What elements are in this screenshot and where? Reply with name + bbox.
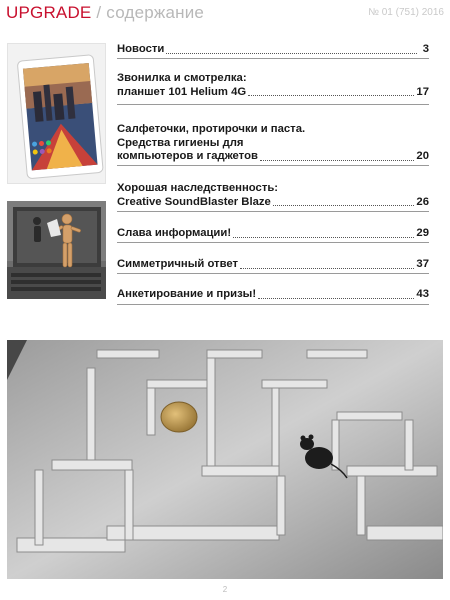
dot-leader — [233, 237, 414, 238]
toc-divider — [117, 304, 429, 305]
toc-divider — [117, 242, 429, 243]
toc-entry-page: 3 — [422, 43, 429, 55]
dot-leader — [166, 53, 417, 54]
toc-entry-title: планшет 101 Helium 4G — [117, 85, 247, 98]
toc-entry[interactable] — [117, 123, 429, 164]
toc-entry-title: Анкетирование и призы! — [117, 288, 257, 300]
maze-image — [7, 340, 443, 579]
toc-entry[interactable] — [117, 227, 429, 241]
tablet-image — [8, 44, 106, 184]
toc-entry-line — [117, 123, 429, 137]
toc-divider — [117, 273, 429, 274]
toc-entry-title: Средства гигиены для — [117, 136, 244, 149]
toc-divider — [117, 104, 429, 105]
toc-entry[interactable] — [117, 182, 429, 209]
dot-leader — [260, 160, 415, 161]
toc-entry-page: 20 — [416, 150, 429, 162]
toc-entry-last-line — [117, 43, 429, 57]
toc-entry-page: 29 — [416, 227, 429, 239]
toc-entry-title: Салфеточки, протирочки и паста. — [117, 123, 306, 135]
toc-entry-title: Звонилка и смотрелка: — [117, 72, 247, 84]
maze-photo — [7, 340, 443, 579]
toc-entry-title: компьютеров и гаджетов — [117, 150, 258, 162]
dot-leader — [273, 205, 415, 206]
toc-entry-last-line — [117, 258, 429, 272]
toc-entry-title: Хорошая наследственность: — [117, 182, 279, 194]
toc-entry-last-line — [117, 86, 429, 100]
toc-entry-last-line — [117, 227, 429, 241]
dot-leader — [258, 298, 414, 299]
page-header — [6, 3, 444, 25]
toc-entry[interactable] — [117, 288, 429, 302]
toc-entry-last-line — [117, 196, 429, 210]
toc-entry[interactable] — [117, 43, 429, 57]
toc-entry-page: 37 — [416, 258, 429, 270]
toc-entry[interactable] — [117, 258, 429, 272]
toc-entry-page: 26 — [416, 195, 429, 208]
toc-entry-line — [117, 72, 429, 86]
toc-entry-line — [117, 182, 429, 196]
toc-entry-title: Симметричный ответ — [117, 258, 239, 270]
toc-entry-last-line — [117, 150, 429, 164]
dot-leader — [248, 95, 414, 96]
magazine-title — [6, 3, 204, 23]
figure-thumbnail — [7, 201, 106, 299]
toc-entry-last-line — [117, 288, 429, 302]
page-number: 2 — [222, 585, 228, 594]
toc-entry-page: 43 — [416, 288, 429, 300]
title-separator: / — [96, 3, 102, 22]
toc-entry-page: 17 — [416, 85, 429, 98]
figure-image — [7, 201, 106, 299]
toc-entry-title: Creative SoundBlaster Blaze — [117, 195, 271, 208]
tablet-thumbnail — [7, 43, 106, 184]
toc-entry-title: Слава информации! — [117, 227, 232, 239]
section-name: содержание — [106, 3, 205, 22]
toc-divider — [117, 165, 429, 166]
toc-entry-title: Новости — [117, 43, 165, 55]
issue-number: № 01 (751) 2016 — [368, 7, 444, 18]
toc-divider — [117, 211, 429, 212]
toc-divider — [117, 58, 429, 59]
toc-entry[interactable] — [117, 72, 429, 99]
dot-leader — [240, 268, 414, 269]
brand-name: UPGRADE — [6, 3, 92, 22]
toc-entry-line — [117, 137, 429, 151]
